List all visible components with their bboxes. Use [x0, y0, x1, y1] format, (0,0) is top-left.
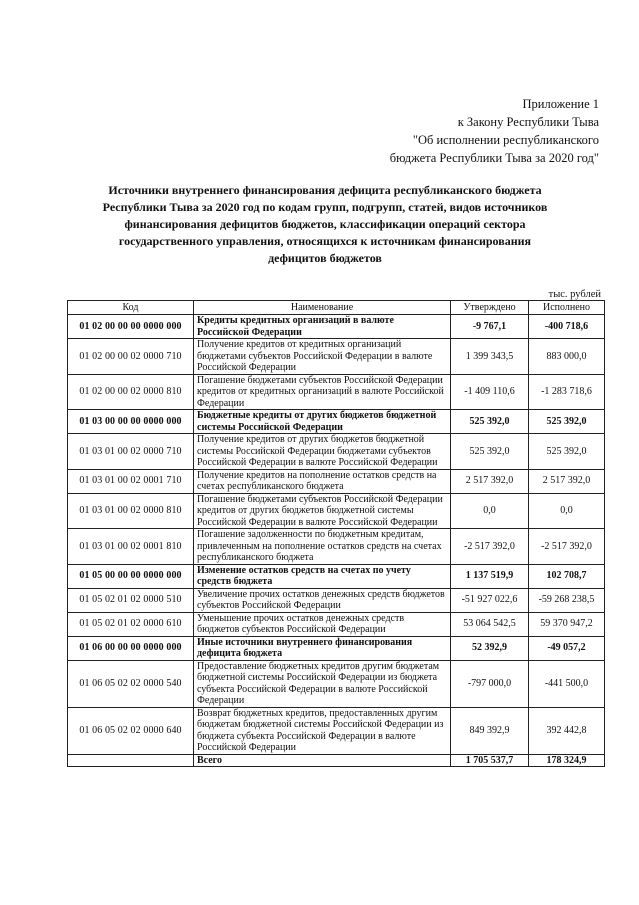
name-cell: Погашение бюджетами субъектов Российской Федерации кредитов от кредитных организаций в валюте Российской Федерации	[194, 374, 451, 410]
approved-cell: -9 767,1	[451, 315, 529, 339]
title-line: Республики Тыва за 2020 год по кодам групп, подгрупп, статей, видов источников	[102, 200, 548, 214]
code-cell: 01 05 02 01 02 0000 610	[68, 612, 194, 636]
document-title	[95, 182, 555, 267]
code-cell: 01 03 01 00 02 0001 810	[68, 529, 194, 565]
annex-line: Приложение 1	[522, 97, 599, 111]
approved-cell: -51 927 022,6	[451, 588, 529, 612]
table-row	[68, 707, 605, 754]
approved-cell: 849 392,9	[451, 707, 529, 754]
table-row	[68, 493, 605, 529]
annex-line: "Об исполнении республиканского	[412, 133, 599, 147]
name-cell: Получение кредитов на пополнение остатков средств на счетах республиканского бюджета	[194, 469, 451, 493]
code-cell: 01 02 00 00 02 0000 810	[68, 374, 194, 410]
executed-cell: -1 283 718,6	[529, 374, 605, 410]
name-cell: Погашение бюджетами субъектов Российской Федерации кредитов от других бюджетов бюджетной системы Российской Федерации в валюте Российской Федерации	[194, 493, 451, 529]
table-body	[68, 315, 605, 767]
approved-cell: 1 705 537,7	[451, 754, 529, 767]
code-cell: 01 06 00 00 00 0000 000	[68, 636, 194, 660]
code-cell: 01 05 02 01 02 0000 510	[68, 588, 194, 612]
approved-cell: 52 392,9	[451, 636, 529, 660]
title-line: финансирования дефицитов бюджетов, классификации операций сектора	[124, 217, 526, 231]
code-cell: 01 06 05 02 02 0000 540	[68, 660, 194, 707]
name-cell: Погашение задолженности по бюджетным кредитам, привлеченным на пополнение остатков средств на счетах республиканского бюджета	[194, 529, 451, 565]
title-line: государственного управления, относящихся к источникам финансирования	[118, 234, 532, 248]
units-label: тыс. рублей	[548, 289, 601, 300]
name-cell: Всего	[194, 754, 451, 767]
executed-cell: 525 392,0	[529, 410, 605, 434]
annex-header	[390, 95, 599, 167]
approved-cell: 525 392,0	[451, 434, 529, 470]
header-name: Наименование	[194, 301, 451, 315]
executed-cell: -59 268 238,5	[529, 588, 605, 612]
code-cell: 01 03 01 00 02 0000 710	[68, 434, 194, 470]
table-row	[68, 315, 605, 339]
name-cell: Кредиты кредитных организаций в валюте Российской Федерации	[194, 315, 451, 339]
header-code: Код	[68, 301, 194, 315]
name-cell: Возврат бюджетных кредитов, предоставленных другим бюджетам бюджетной системы Российской Федерации из бюджета субъекта Российской Федерации в валюте Российской Федерации	[194, 707, 451, 754]
executed-cell: 0,0	[529, 493, 605, 529]
title-line: дефицитов бюджетов	[268, 251, 382, 265]
name-cell: Получение кредитов от других бюджетов бюджетной системы Российской Федерации бюджетами субъектов Российской Федерации в валюте Российской Федерации	[194, 434, 451, 470]
executed-cell: 178 324,9	[529, 754, 605, 767]
name-cell: Изменение остатков средств на счетах по учету средств бюджета	[194, 564, 451, 588]
executed-cell: -2 517 392,0	[529, 529, 605, 565]
approved-cell: 0,0	[451, 493, 529, 529]
annex-line: к Закону Республики Тыва	[457, 115, 599, 129]
name-cell: Предоставление бюджетных кредитов другим бюджетам бюджетной системы Российской Федерации из бюджета субъекта Российской Федерации в валюте Российской Федерации	[194, 660, 451, 707]
approved-cell: -2 517 392,0	[451, 529, 529, 565]
table-row	[68, 636, 605, 660]
table-row	[68, 434, 605, 470]
table-row	[68, 564, 605, 588]
executed-cell: 2 517 392,0	[529, 469, 605, 493]
executed-cell: -400 718,6	[529, 315, 605, 339]
title-line: Источники внутреннего финансирования дефицита республиканского бюджета	[108, 183, 542, 197]
table-row	[68, 612, 605, 636]
name-cell: Получение кредитов от кредитных организаций бюджетами субъектов Российской Федерации в валюте Российской Федерации	[194, 339, 451, 375]
name-cell: Уменьшение прочих остатков денежных средств бюджетов субъектов Российской Федерации	[194, 612, 451, 636]
table-row	[68, 529, 605, 565]
executed-cell: 392 442,8	[529, 707, 605, 754]
approved-cell: 53 064 542,5	[451, 612, 529, 636]
annex-line: бюджета Республики Тыва за 2020 год"	[389, 151, 599, 165]
code-cell: 01 03 00 00 00 0000 000	[68, 410, 194, 434]
code-cell	[68, 754, 194, 767]
approved-cell: 525 392,0	[451, 410, 529, 434]
table-row	[68, 469, 605, 493]
approved-cell: -797 000,0	[451, 660, 529, 707]
code-cell: 01 02 00 00 02 0000 710	[68, 339, 194, 375]
approved-cell: 1 137 519,9	[451, 564, 529, 588]
name-cell: Увеличение прочих остатков денежных средств бюджетов субъектов Российской Федерации	[194, 588, 451, 612]
executed-cell: 102 708,7	[529, 564, 605, 588]
approved-cell: 1 399 343,5	[451, 339, 529, 375]
executed-cell: -49 057,2	[529, 636, 605, 660]
executed-cell: 525 392,0	[529, 434, 605, 470]
table-row	[68, 660, 605, 707]
table-row	[68, 410, 605, 434]
table-header-row	[68, 301, 605, 315]
table-row	[68, 374, 605, 410]
name-cell: Бюджетные кредиты от других бюджетов бюджетной системы Российской Федерации	[194, 410, 451, 434]
name-cell: Иные источники внутреннего финансирования дефицита бюджета	[194, 636, 451, 660]
header-executed: Исполнено	[529, 301, 605, 315]
financing-sources-table	[67, 300, 605, 767]
code-cell: 01 06 05 02 02 0000 640	[68, 707, 194, 754]
table-row	[68, 588, 605, 612]
approved-cell: -1 409 110,6	[451, 374, 529, 410]
header-approved: Утверждено	[451, 301, 529, 315]
code-cell: 01 03 01 00 02 0000 810	[68, 493, 194, 529]
executed-cell: -441 500,0	[529, 660, 605, 707]
code-cell: 01 02 00 00 00 0000 000	[68, 315, 194, 339]
table-row	[68, 339, 605, 375]
executed-cell: 59 370 947,2	[529, 612, 605, 636]
code-cell: 01 03 01 00 02 0001 710	[68, 469, 194, 493]
executed-cell: 883 000,0	[529, 339, 605, 375]
code-cell: 01 05 00 00 00 0000 000	[68, 564, 194, 588]
table-row	[68, 754, 605, 767]
approved-cell: 2 517 392,0	[451, 469, 529, 493]
